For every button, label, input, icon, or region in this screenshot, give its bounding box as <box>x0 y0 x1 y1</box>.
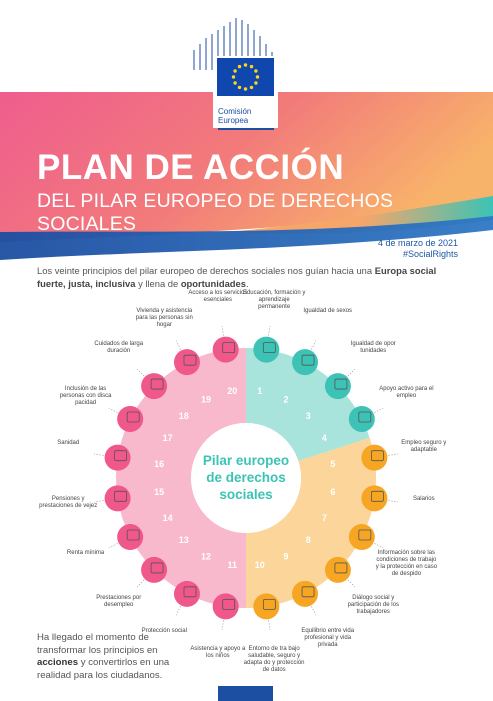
principle-connector <box>269 326 271 336</box>
intro-text-1: Los veinte principios del pilar europeo de derechos sociales nos guían hacia una <box>37 265 375 276</box>
intro-bold-2: oportunidades <box>180 278 246 289</box>
closing-text-2: y convertirlos en una realidad para los ciudadanos. <box>37 657 170 681</box>
principle-connector <box>374 543 383 548</box>
principle-number: 11 <box>227 559 237 570</box>
principle-number: 19 <box>201 394 212 405</box>
page-title: PLAN DE ACCIÓN <box>37 148 345 187</box>
principle-connector <box>109 408 118 413</box>
logo-line-1: Comisión <box>218 107 252 116</box>
principle-label: Información sobre las condiciones de trabajo y la protección en caso de despido <box>375 549 438 577</box>
center-line-3: sociales <box>219 487 273 502</box>
principle-connector <box>176 341 181 350</box>
principle-number: 8 <box>305 535 311 546</box>
principle-number: 14 <box>162 512 173 523</box>
principle-label: Educación, formación y aprendizaje permanente <box>242 290 306 311</box>
principle-label: Igualdad de sexos <box>303 307 353 314</box>
principle-number: 5 <box>330 459 336 470</box>
principle-number: 9 <box>283 551 289 562</box>
principle-label: Apoyo activo para el empleo <box>379 386 434 400</box>
principle-number: 10 <box>254 559 265 570</box>
principle-number: 15 <box>154 486 165 497</box>
principle-number: 1 <box>257 386 263 397</box>
principle-number: 16 <box>154 459 165 470</box>
principle-number: 17 <box>162 433 173 444</box>
principle-connector <box>137 580 144 587</box>
logo-line-2: Europea <box>218 116 249 125</box>
principle-label: Sanidad <box>57 439 80 446</box>
hashtag: #SocialRights <box>402 249 458 259</box>
closing-bold-1: acciones <box>37 657 79 668</box>
principle-connector <box>269 620 271 630</box>
principle-label: Entorno de tra bajo saludable, seguro y adapta do y protección de datos <box>243 645 305 673</box>
principle-connector <box>311 341 316 350</box>
principle-connector <box>388 454 398 456</box>
principle-label: Inclusión de las personas con disca pacidad <box>59 386 112 407</box>
principle-number: 18 <box>178 410 189 421</box>
principle-label: Protección social <box>141 628 187 635</box>
principle-label: Equilibrio entre vida profesional y vida privada <box>301 628 355 649</box>
principle-number: 4 <box>321 433 327 444</box>
principle-label: Vivienda y asistencia para las personas sin hogar <box>135 307 193 328</box>
principle-label: Renta mínima <box>66 549 105 556</box>
principle-label: Cuidados de larga duración <box>94 340 144 354</box>
principle-connector <box>222 620 224 630</box>
principle-label: Pensiones y prestaciones de vejez <box>39 496 98 510</box>
closing-paragraph <box>37 632 187 682</box>
principle-label: Prestaciones por desempleo <box>96 595 142 609</box>
center-line-2: de derechos <box>206 470 286 485</box>
closing-text-1: Ha llegado el momento de transformar los principios en <box>37 632 158 656</box>
principle-number: 6 <box>330 486 336 497</box>
intro-text-3: . <box>245 278 249 289</box>
principle-number: 12 <box>201 551 212 562</box>
principle-connector <box>109 543 118 548</box>
publication-date: 4 de marzo de 2021 <box>377 238 458 248</box>
principle-number: 7 <box>321 512 327 523</box>
principle-label: Empleo seguro y adaptable <box>401 439 447 453</box>
intro-text-2: y llena de <box>135 278 181 289</box>
principle-number: 3 <box>305 410 311 421</box>
page-subtitle: DEL PILAR EUROPEO DE DERECHOS SOCIALES <box>37 190 394 235</box>
principle-label: Asistencia y apoyo a los niños <box>190 645 246 659</box>
principle-number: 20 <box>227 386 238 397</box>
principle-connector <box>94 454 104 456</box>
principle-label: Diálogo social y participación de los trabajadores <box>347 595 399 616</box>
center-line-1: Pilar europeo <box>202 453 290 468</box>
principle-label: Acceso a los servicios esenciales <box>188 290 248 304</box>
principle-connector <box>311 606 316 615</box>
principle-label: Igualdad de opor tunidades <box>350 340 396 354</box>
principle-connector <box>176 606 181 615</box>
principle-number: 13 <box>178 535 189 546</box>
wheel-center-label <box>191 452 301 503</box>
intro-bold-1: Europa social fuerte, justa, inclusiva <box>37 265 437 289</box>
principle-number: 2 <box>283 394 289 405</box>
principle-connector <box>374 408 383 413</box>
footer-bar <box>218 686 273 701</box>
principle-connector <box>222 326 224 336</box>
principle-label: Salarios <box>412 496 435 503</box>
principle-connector <box>348 369 355 376</box>
principle-connector <box>137 369 144 376</box>
principle-connector <box>348 580 355 587</box>
